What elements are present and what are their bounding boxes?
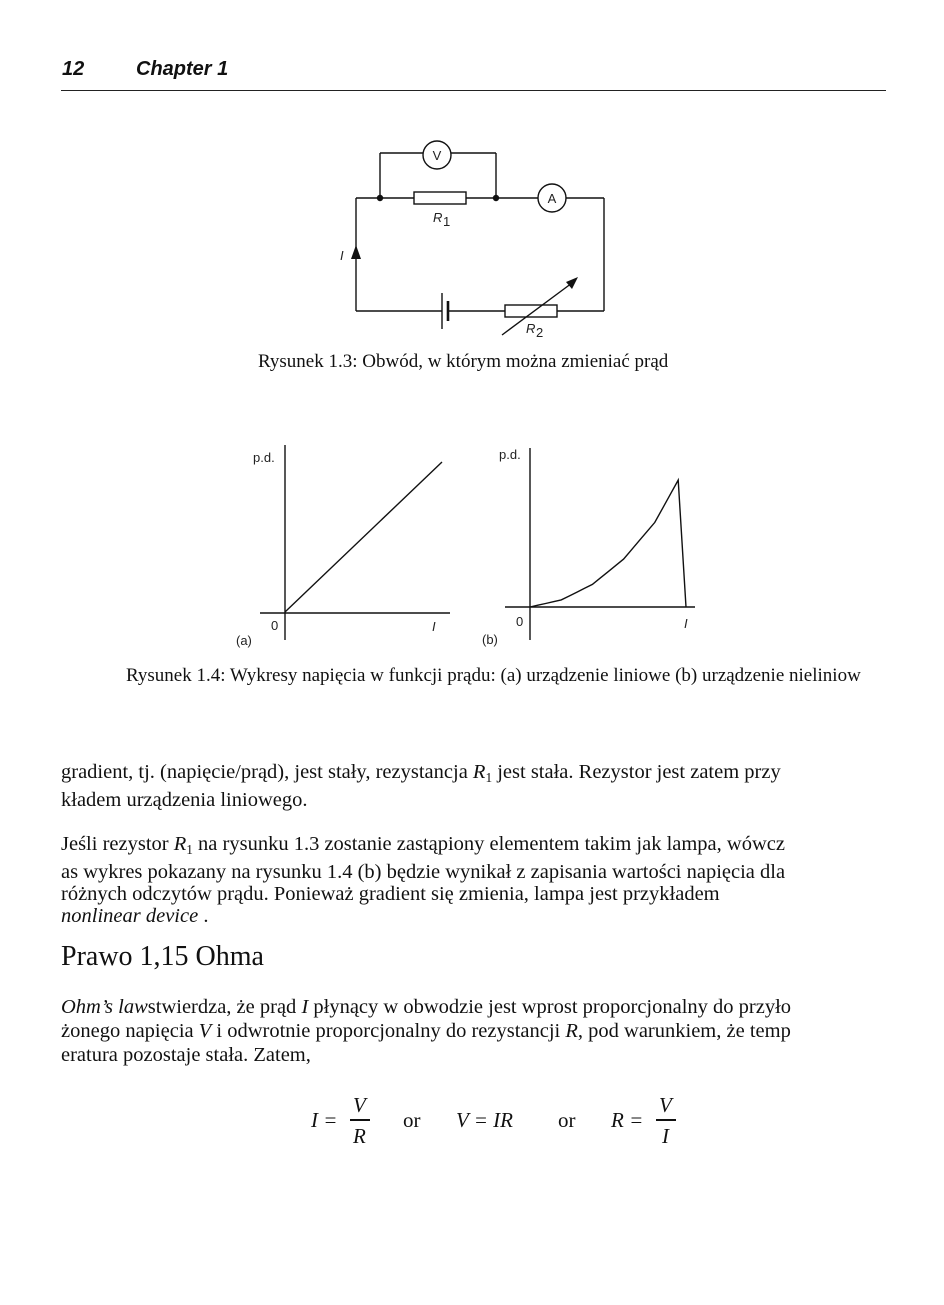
figure-1-3-caption: Rysunek 1.3: Obwód, w którym można zmieniać prąd <box>258 351 669 372</box>
formula-3-fraction-bar <box>656 1119 676 1121</box>
plot-a-panel-label: (a) <box>236 633 252 648</box>
formula-1-numerator: V <box>353 1093 366 1117</box>
junction-left <box>377 195 383 201</box>
formula-1-fraction-bar <box>350 1119 370 1121</box>
plot-a-ylabel: p.d. <box>253 450 275 465</box>
plot-b-xlabel: I <box>684 616 688 631</box>
r2-subscript: 2 <box>536 325 544 340</box>
plot-b-series-line <box>530 480 686 607</box>
r2-label: R <box>526 321 536 336</box>
formula-3-denominator: I <box>662 1124 669 1148</box>
formula-3-lhs: R = <box>611 1108 644 1132</box>
formula-3-numerator: V <box>659 1093 672 1117</box>
pd-vs-current-plots <box>230 440 720 650</box>
paragraph-ohms-law: Ohm’s lawstwierdza, że prąd I płynący w obwodzie jest wprost proporcjonalny do przyło żonego napięcia V i odwrotnie proporcjonalny do rezystancji R, pod warunkiem, że temp eratura pozostaje stała. Zatem, <box>61 996 792 1066</box>
resistor-r1 <box>414 192 466 204</box>
circuit-diagram <box>330 135 620 345</box>
formula-or-2: or <box>558 1108 576 1132</box>
plot-a-origin-label: 0 <box>271 618 279 633</box>
page-number: 12 <box>62 58 85 80</box>
plot-a-series-line <box>285 462 442 612</box>
figure-1-4-caption: Rysunek 1.4: Wykresy napięcia w funkcji prądu: (a) urządzenie liniowe (b) urządzenie nieliniow <box>126 665 861 686</box>
plot-panel-a <box>236 445 450 648</box>
plot-b-panel-label: (b) <box>482 632 498 647</box>
ammeter-label: A <box>547 191 557 206</box>
current-arrow-icon <box>351 245 361 259</box>
plot-a-xlabel: I <box>432 619 436 634</box>
formula-or-1: or <box>403 1108 421 1132</box>
plot-panel-b <box>482 447 695 647</box>
plot-b-origin-label: 0 <box>516 614 524 629</box>
paragraph-linear-device: gradient, tj. (napięcie/prąd), jest stały, rezystancja $R_1$ jest stała. Rezystor jest zatem przy kładem urządzenia liniowego. <box>61 761 781 811</box>
section-heading: Prawo 1,15 Ohma <box>61 941 264 972</box>
page-header <box>61 56 886 91</box>
junction-right <box>493 195 499 201</box>
paragraph-lamp: Jeśli rezystor $R_1$ na rysunku 1.3 zostanie zastąpiony elementem takim jak lampa, wówcz as wykres pokazany na rysunku 1.4 (b) będzie wynikał z zapisania wartości napięcia dla różnych odczytów prądu. Ponieważ gradient się zmienia, lampa jest przykładem nonlinear device . <box>61 833 786 927</box>
chapter-title: Chapter 1 <box>136 58 229 80</box>
plot-b-ylabel: p.d. <box>499 447 521 462</box>
current-label: I <box>340 248 344 263</box>
formula-1-lhs: I = <box>311 1108 338 1132</box>
rheostat-arrowhead <box>566 277 578 289</box>
rheostat-r2 <box>505 305 557 317</box>
r1-subscript: 1 <box>443 214 451 229</box>
voltmeter-label: V <box>432 148 442 163</box>
formula-1-denominator: R <box>353 1124 366 1148</box>
formula-2: V = IR <box>456 1108 513 1132</box>
r1-label: R <box>433 210 443 225</box>
